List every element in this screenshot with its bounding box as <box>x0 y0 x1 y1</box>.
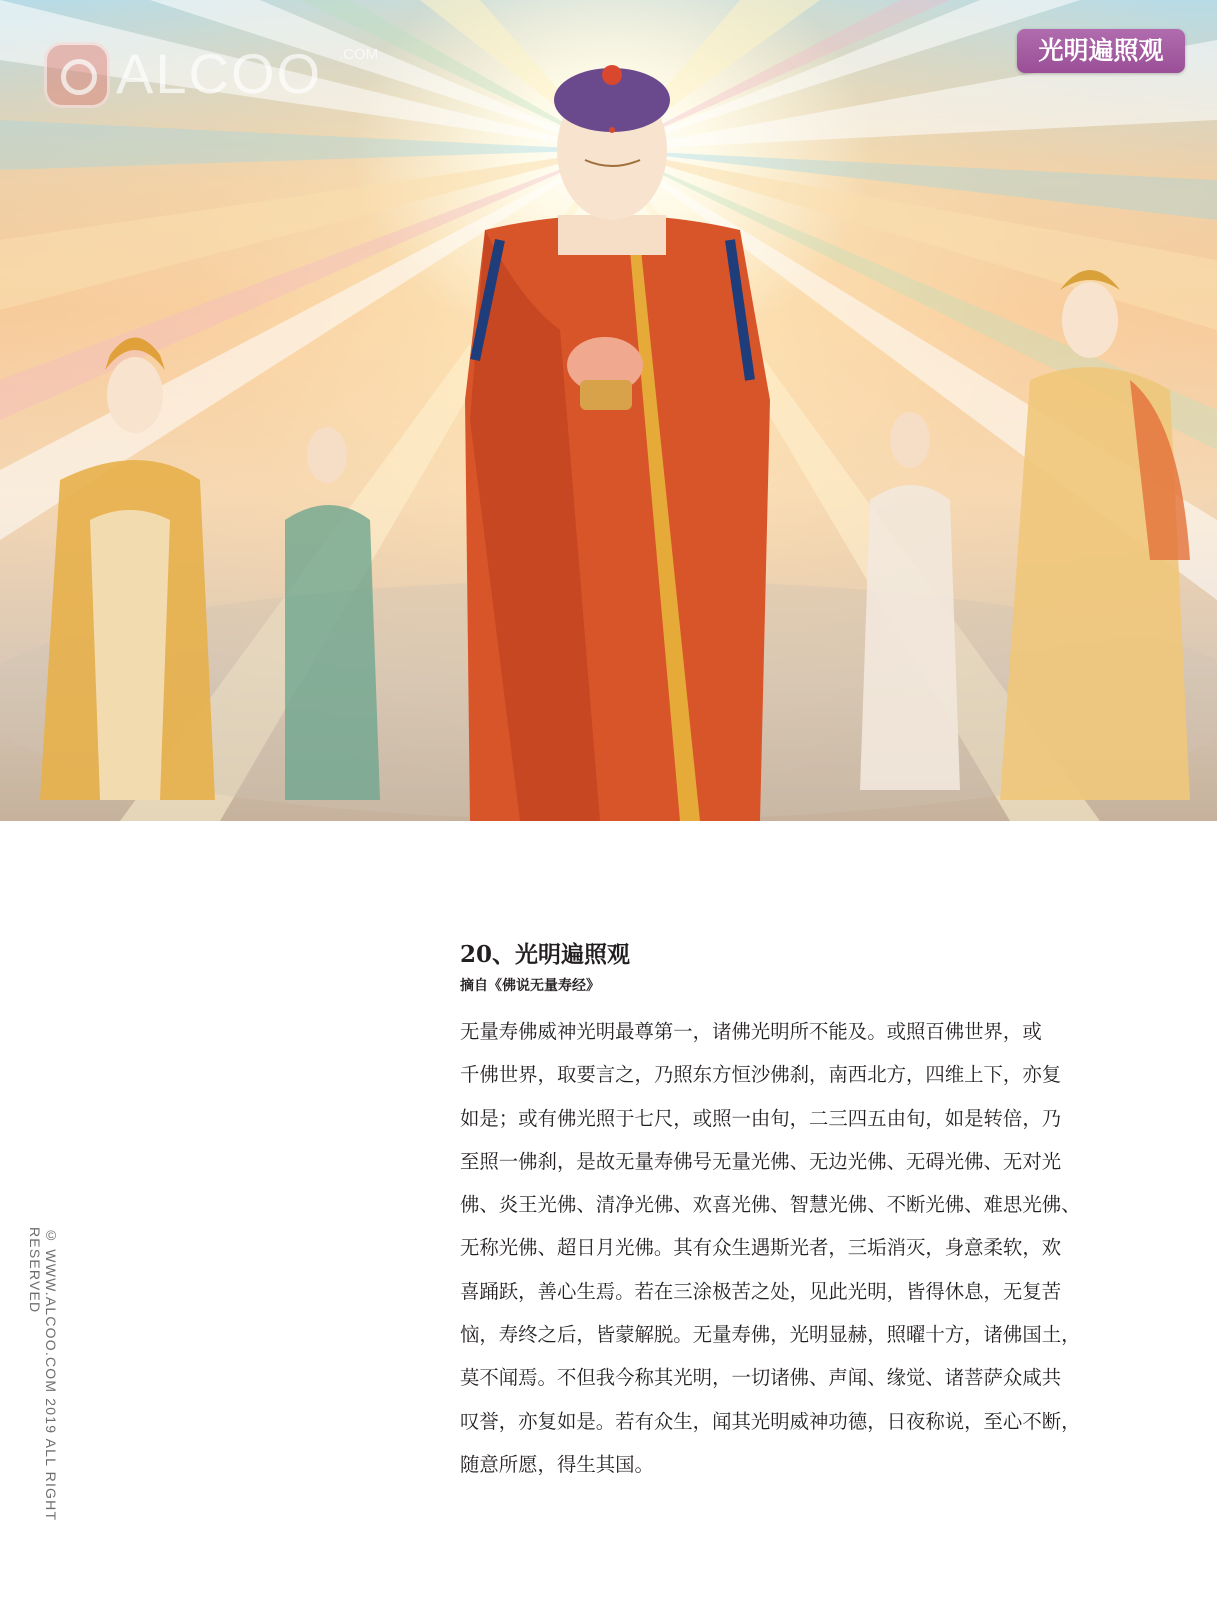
body-line: 恼，寿终之后，皆蒙解脱。无量寿佛，光明显赫，照曜十方，诸佛国土， <box>460 1323 1081 1347</box>
body-line: 无量寿佛威神光明最尊第一，诸佛光明所不能及。或照百佛世界，或 <box>460 1020 1042 1043</box>
buddha-figure <box>465 65 770 821</box>
logo-word: ALCOO <box>116 42 323 105</box>
body-line: 随意所愿，得生其国。 <box>460 1452 654 1476</box>
attendant-right-figure <box>860 412 960 790</box>
attendant-left-figure <box>285 427 380 800</box>
article <box>460 940 1110 1486</box>
watermark-logo <box>44 42 379 105</box>
body-line: 佛、炎王光佛、清净光佛、欢喜光佛、智慧光佛、不断光佛、难思光佛、 <box>460 1193 1081 1217</box>
article-body <box>460 1010 1110 1486</box>
body-line: 莫不闻焉。不但我今称其光明，一切诸佛、声闻、缘觉、诸菩萨众咸共 <box>460 1366 1062 1390</box>
article-title: 20、光明遍照观 <box>460 941 631 968</box>
logo-suffix: .COM <box>339 46 379 63</box>
body-line: 如是；或有佛光照于七尺，或照一由旬，二三四五由旬，如是转倍，乃 <box>460 1106 1062 1130</box>
article-source: 摘自《佛说无量寿经》 <box>460 978 600 994</box>
alcoo-logo-icon <box>44 42 110 108</box>
bodhisattva-left-figure <box>40 338 215 801</box>
body-line: 喜踊跃，善心生焉。若在三涂极苦之处，见此光明，皆得休息，无复苦 <box>460 1279 1062 1303</box>
bodhisattva-right-figure <box>1000 270 1190 800</box>
body-line: 无称光佛、超日月光佛。其有众生遇斯光者，三垢消灭，身意柔软，欢 <box>460 1236 1062 1260</box>
body-line: 叹誉，亦复如是。若有众生，闻其光明威神功德，日夜称说，至心不断， <box>460 1409 1081 1433</box>
body-line: 千佛世界，取要言之，乃照东方恒沙佛刹，南西北方，四维上下，亦复 <box>460 1063 1062 1087</box>
copyright-notice: © WWW.ALCOO.COM 2019 ALL RIGHT RESERVED <box>27 1227 59 1521</box>
title-badge: 光明遍照观 <box>1017 29 1185 73</box>
body-line: 至照一佛刹，是故无量寿佛号无量光佛、无边光佛、无碍光佛、无对光 <box>460 1149 1062 1173</box>
